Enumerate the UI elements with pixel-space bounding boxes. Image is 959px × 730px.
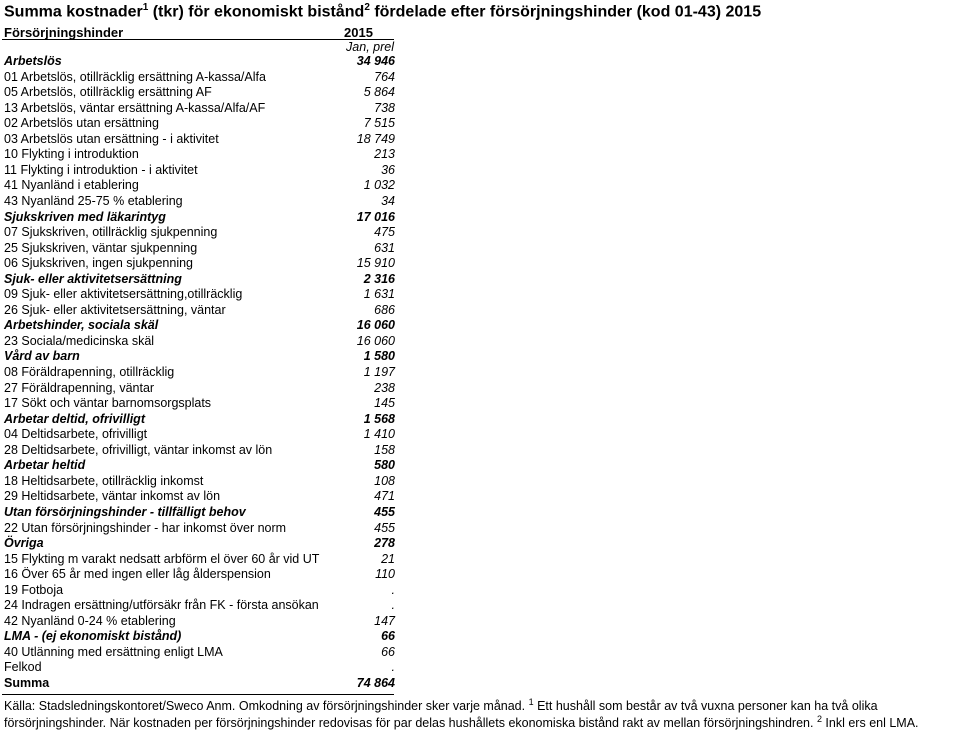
row-label: 03 Arbetslös utan ersättning - i aktivitet: [4, 131, 219, 146]
row-label: 24 Indragen ersättning/utförsäkr från FK - första ansökan: [4, 598, 319, 613]
footer-divider: [2, 694, 394, 695]
category-row: [0, 54, 400, 70]
table-row: [0, 552, 400, 568]
row-label: 18 Heltidsarbete, otillräcklig inkomst: [4, 473, 204, 488]
row-label: 27 Föräldrapenning, väntar: [4, 380, 155, 395]
row-value: 66: [381, 629, 395, 644]
title-footnote-2: 2: [364, 2, 370, 13]
table-row: [0, 70, 400, 86]
row-value: 17 016: [356, 209, 395, 224]
row-value: 2 316: [363, 271, 395, 286]
table-row: [0, 396, 400, 412]
footer-footnote-marker-1: 1: [528, 697, 534, 707]
table-row: [0, 365, 400, 381]
row-value: 66: [381, 644, 395, 659]
title-text-3: fördelade efter försörjningshinder (kod 01-43) 2015: [369, 3, 762, 21]
row-value: 278: [374, 536, 395, 551]
header-divider: [2, 39, 394, 40]
row-label: 26 Sjuk- eller aktivitetsersättning, väntar: [4, 302, 226, 317]
row-label: 01 Arbetslös, otillräcklig ersättning A-kassa/Alfa: [4, 69, 266, 84]
row-value: 34: [381, 193, 395, 208]
category-row: [0, 629, 400, 645]
row-label: 16 Över 65 år med ingen eller låg ålderspension: [4, 567, 271, 582]
category-row: [0, 536, 400, 552]
row-label: 42 Nyanländ 0-24 % etablering: [4, 613, 176, 628]
table-row: [0, 116, 400, 132]
table-row: [0, 163, 400, 179]
row-label: 28 Deltidsarbete, ofrivilligt, väntar inkomst av lön: [4, 442, 273, 457]
row-label: Sjukskriven med läkarintyg: [4, 209, 166, 224]
table-row: [0, 614, 400, 630]
row-value: 475: [374, 225, 395, 240]
row-label: 10 Flykting i introduktion: [4, 147, 139, 162]
row-label: 29 Heltidsarbete, väntar inkomst av lön: [4, 489, 221, 504]
row-value: 631: [374, 240, 395, 255]
row-label: 05 Arbetslös, otillräcklig ersättning AF: [4, 85, 212, 100]
row-label: 07 Sjukskriven, otillräcklig sjukpenning: [4, 225, 218, 240]
row-value: 1 410: [363, 427, 395, 442]
title-text-1: Summa kostnader: [4, 3, 143, 21]
column-header-period: Jan, prel: [346, 40, 394, 54]
category-row: [0, 505, 400, 521]
row-value: 74 864: [356, 676, 395, 690]
footer-line-2: [4, 714, 919, 730]
row-value: 686: [374, 302, 395, 317]
row-label: 23 Sociala/medicinska skäl: [4, 333, 155, 348]
row-label: Övriga: [4, 536, 44, 551]
row-value: .: [391, 598, 395, 613]
row-value: 580: [374, 458, 395, 473]
table-row: [0, 489, 400, 505]
column-header-year: 2015: [344, 25, 373, 40]
table-row: [0, 598, 400, 614]
row-label: 22 Utan försörjningshinder - har inkomst över norm: [4, 520, 287, 535]
row-value: 5 864: [363, 85, 395, 100]
row-value: 15 910: [356, 256, 395, 271]
title-footnote-1: 1: [142, 2, 149, 13]
table-row: [0, 194, 400, 210]
row-value: 158: [374, 442, 395, 457]
page-title: [4, 2, 761, 21]
row-label: Utan försörjningshinder - tillfälligt behov: [4, 504, 246, 519]
footer-line-1: [4, 697, 878, 713]
category-row: [0, 458, 400, 474]
row-value: 145: [374, 396, 395, 411]
row-label: Arbetshinder, sociala skäl: [4, 318, 159, 333]
column-header-label: Försörjningshinder: [4, 25, 124, 40]
row-value: 455: [374, 504, 395, 519]
row-label: 13 Arbetslös, väntar ersättning A-kassa/Alfa/AF: [4, 100, 266, 115]
row-value: 21: [381, 551, 395, 566]
category-row: [0, 349, 400, 365]
row-value: 36: [381, 162, 395, 177]
row-value: 213: [374, 147, 395, 162]
row-value: .: [391, 660, 395, 675]
footer-footnote-marker-2: 2: [816, 714, 822, 724]
table-row: [0, 660, 400, 676]
row-value: 34 946: [356, 54, 395, 68]
row-label: 04 Deltidsarbete, ofrivilligt: [4, 427, 148, 442]
total-row: [0, 676, 400, 692]
table-row: [0, 381, 400, 397]
table-row: [0, 303, 400, 319]
category-row: [0, 318, 400, 334]
category-row: [0, 272, 400, 288]
row-label: Felkod: [4, 660, 42, 675]
table-row: [0, 241, 400, 257]
table-row: [0, 85, 400, 101]
row-label: 08 Föräldrapenning, otillräcklig: [4, 365, 175, 379]
row-label: 43 Nyanländ 25-75 % etablering: [4, 193, 183, 208]
row-label: 02 Arbetslös utan ersättning: [4, 116, 159, 131]
table-row: [0, 287, 400, 303]
table-row: [0, 178, 400, 194]
row-label: 19 Fotboja: [4, 582, 64, 597]
table-row: [0, 583, 400, 599]
row-label: Arbetar deltid, ofrivilligt: [4, 411, 145, 426]
row-label: Sjuk- eller aktivitetsersättning: [4, 271, 182, 286]
row-value: 1 568: [363, 411, 395, 426]
table-row: [0, 256, 400, 272]
table-row: [0, 443, 400, 459]
row-value: 238: [374, 380, 395, 395]
row-value: 1 197: [363, 365, 395, 379]
table-row: [0, 645, 400, 661]
row-value: 147: [374, 613, 395, 628]
table-row: [0, 427, 400, 443]
footer-note-2: Inkl ers enl LMA.: [821, 716, 919, 730]
row-label: Arbetslös: [4, 54, 62, 68]
row-label: 11 Flykting i introduktion - i aktivitet: [4, 162, 198, 177]
row-value: 7 515: [363, 116, 395, 131]
row-value: .: [391, 582, 395, 597]
row-value: 108: [374, 473, 395, 488]
table-row: [0, 225, 400, 241]
footer-note-1-cont: försörjningshinder. När kostnaden per försörjningshinder redovisas för par delas hushållets ekonomiska bistånd rakt av mellan försörjningshindren.: [4, 716, 817, 730]
row-value: 16 060: [356, 318, 395, 333]
row-value: 110: [375, 567, 395, 582]
row-value: 471: [374, 489, 395, 504]
row-value: 1 631: [363, 287, 395, 302]
row-label: 25 Sjukskriven, väntar sjukpenning: [4, 240, 198, 255]
table-row: [0, 567, 400, 583]
row-value: 764: [374, 69, 395, 84]
row-value: 455: [374, 520, 395, 535]
row-label: Arbetar heltid: [4, 458, 86, 473]
row-label: Summa: [4, 676, 50, 690]
row-label: 06 Sjukskriven, ingen sjukpenning: [4, 256, 194, 271]
row-value: 738: [374, 100, 395, 115]
category-row: [0, 210, 400, 226]
table-row: [0, 147, 400, 163]
row-label: LMA - (ej ekonomiskt bistånd): [4, 629, 182, 644]
table-row: [0, 474, 400, 490]
row-value: 1 032: [363, 178, 395, 193]
footer-note-1: Ett hushåll som består av två vuxna personer kan ha två olika: [533, 699, 878, 714]
table-row: [0, 334, 400, 350]
title-text-2: (tkr) för ekonomiskt bistånd: [148, 3, 365, 21]
footer-source-note: Källa: Stadsledningskontoret/Sweco Anm. Omkodning av försörjningshinder sker varje månad.: [4, 699, 529, 714]
row-label: Vård av barn: [4, 349, 80, 364]
category-row: [0, 412, 400, 428]
table-row: [0, 101, 400, 117]
row-value: 16 060: [356, 333, 395, 348]
table-row: [0, 132, 400, 148]
row-label: 40 Utlänning med ersättning enligt LMA: [4, 644, 223, 659]
row-label: 17 Sökt och väntar barnomsorgsplats: [4, 396, 212, 411]
row-label: 15 Flykting m varakt nedsatt arbförm el över 60 år vid UT: [4, 551, 320, 566]
row-label: 41 Nyanländ i etablering: [4, 178, 139, 193]
table-row: [0, 521, 400, 537]
row-value: 18 749: [356, 131, 395, 146]
row-value: 1 580: [363, 349, 395, 364]
row-label: 09 Sjuk- eller aktivitetsersättning,otillräcklig: [4, 287, 243, 302]
